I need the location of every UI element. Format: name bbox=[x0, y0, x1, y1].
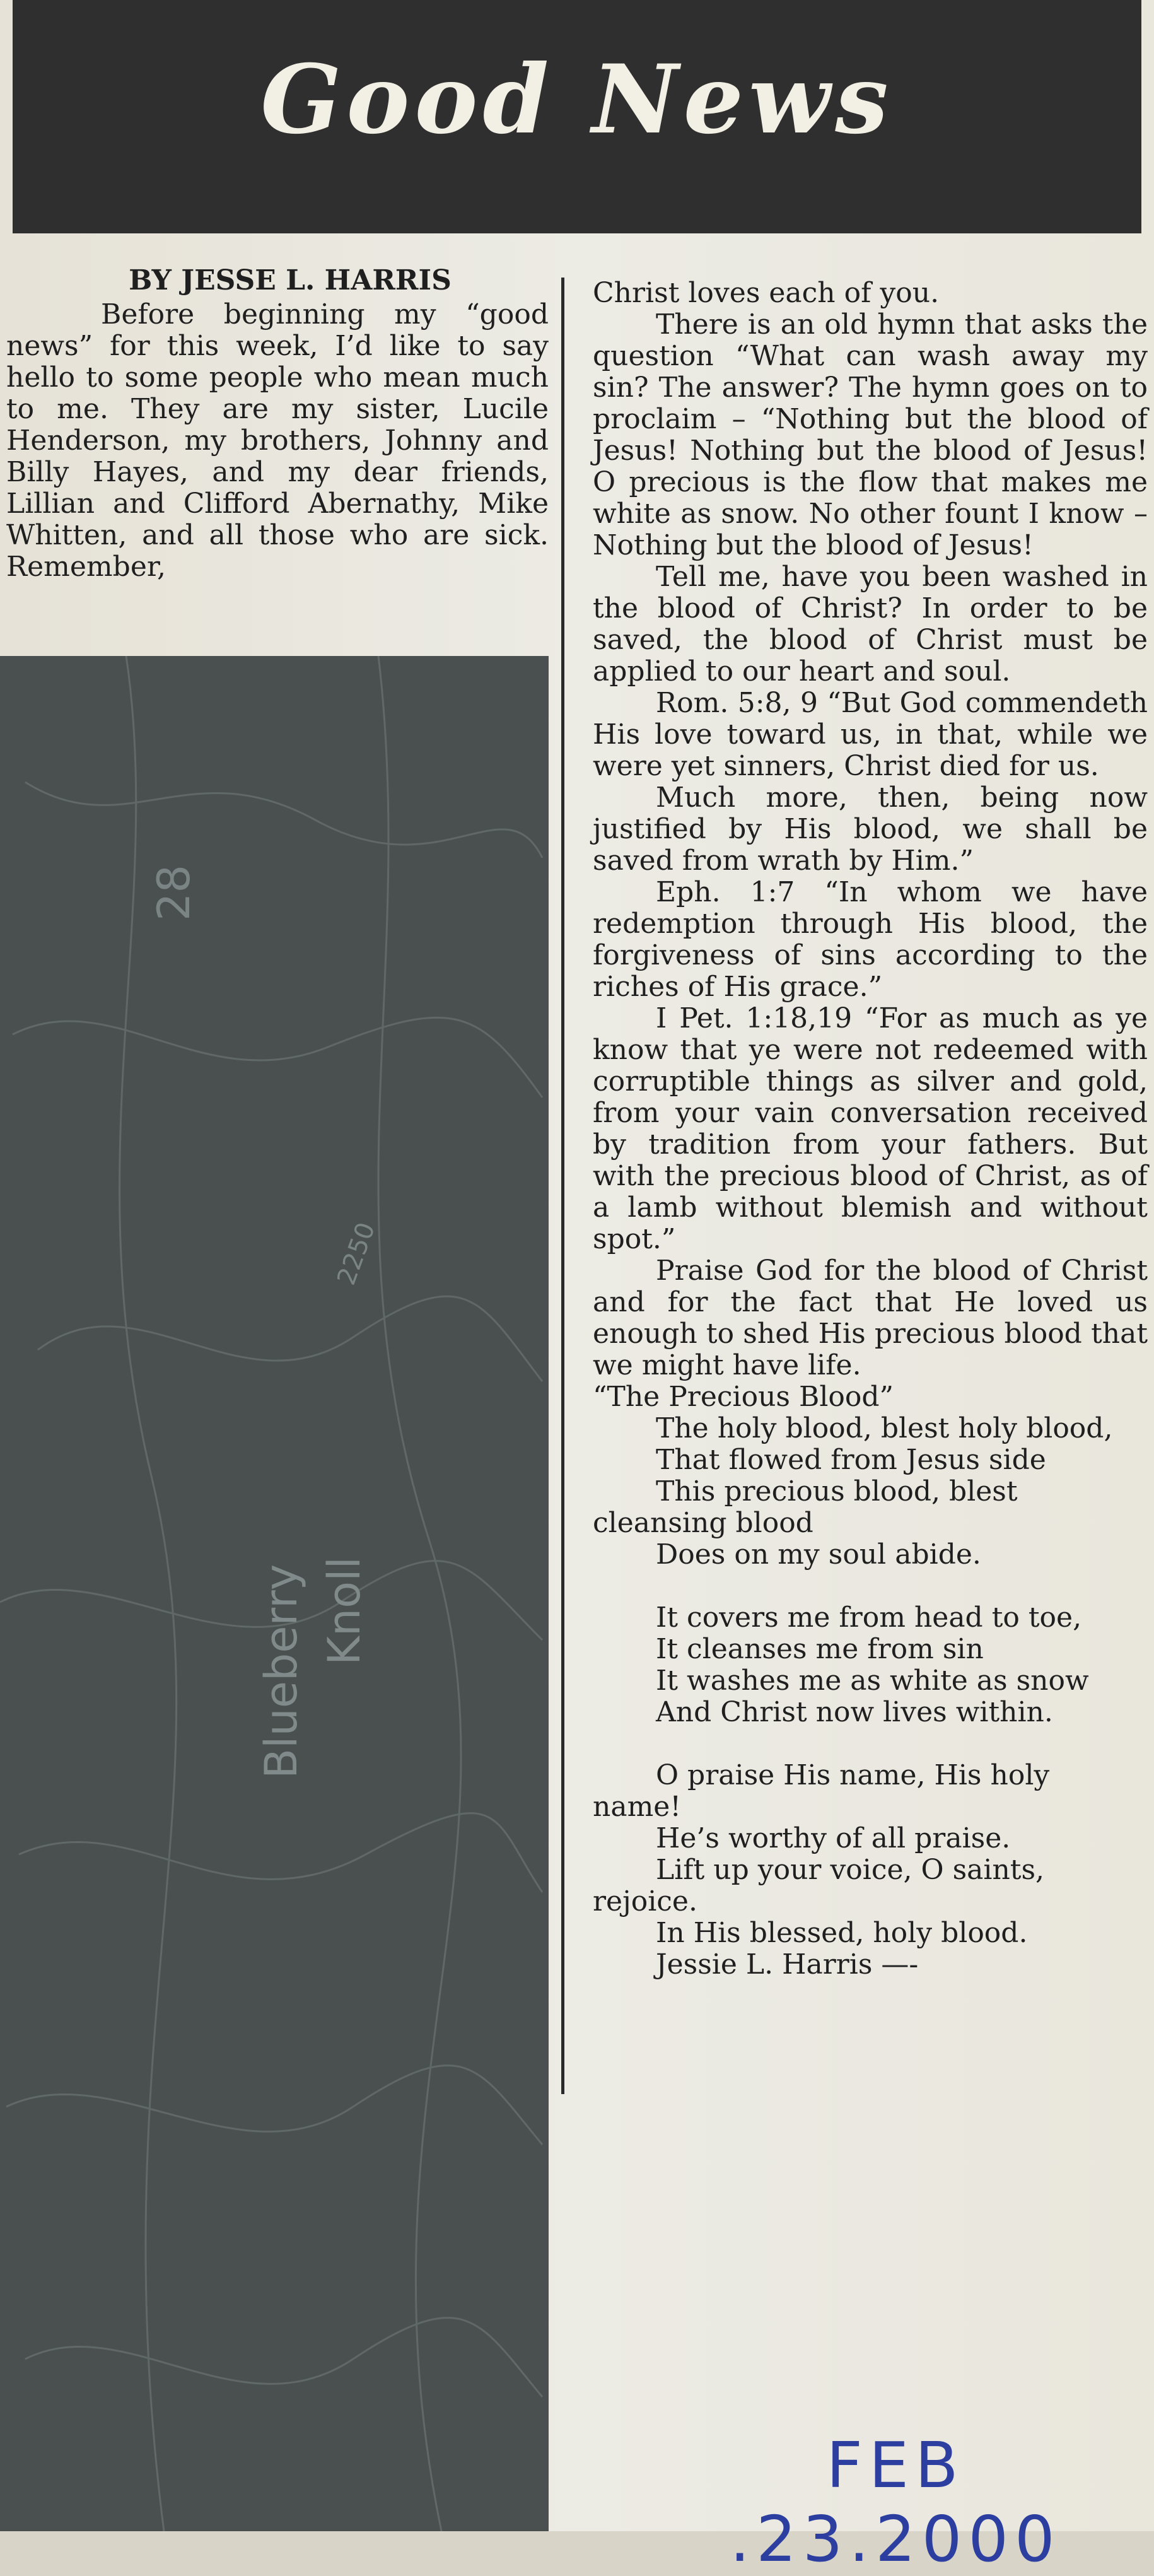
map-backing-paper bbox=[0, 656, 549, 2531]
handwritten-date: FEB .23.2000 bbox=[730, 2428, 1061, 2576]
poem-line: Lift up your voice, O saints, bbox=[656, 1854, 1045, 1886]
right-paragraph-7: I Pet. 1:18,19 “For as much as ye know that ye were not redeemed with corruptible things as silver and gold, from your vain conversation received by tradition from your fathers. But with the precious blood of Christ, as of a lamb without blemish and without spot.” bbox=[593, 1002, 1148, 1255]
poem bbox=[593, 1381, 1148, 1981]
poem-line: In His blessed, holy blood. bbox=[656, 1917, 1028, 1949]
poem-line: It cleanses me from sin bbox=[656, 1633, 984, 1665]
poem-line: O praise His name, His holy bbox=[656, 1759, 1050, 1791]
poem-line: This precious blood, blest bbox=[656, 1475, 1018, 1508]
right-paragraph-1: Christ loves each of you. bbox=[593, 277, 940, 309]
right-paragraph-4: Rom. 5:8, 9 “But God commendeth His love toward us, in that, while we were yet sinners, Christ died for us. bbox=[593, 687, 1148, 782]
stanza-gap bbox=[593, 1571, 1148, 1602]
masthead-banner bbox=[13, 0, 1141, 233]
poem-line: It washes me as white as snow bbox=[656, 1665, 1089, 1697]
map-name-label-1: Blueberry bbox=[255, 1564, 307, 1779]
right-column bbox=[593, 278, 1148, 1981]
right-paragraph-8: Praise God for the blood of Christ and for the fact that He loved us enough to shed His precious blood that we might have life. bbox=[593, 1255, 1148, 1381]
poem-line: rejoice. bbox=[593, 1885, 697, 1917]
right-paragraph-3: Tell me, have you been washed in the blood of Christ? In order to be saved, the blood of Christ must be applied to our heart and soul. bbox=[593, 561, 1148, 688]
map-name-label-2: Knoll bbox=[318, 1557, 370, 1665]
poem-line: name! bbox=[593, 1791, 682, 1823]
signature-line: Jessie L. Harris —- bbox=[656, 1948, 919, 1981]
poem-line: The holy blood, blest holy blood, bbox=[656, 1412, 1113, 1444]
poem-line: cleansing blood bbox=[593, 1507, 813, 1539]
right-paragraph-6: Eph. 1:7 “In whom we have redemption through His blood, the forgiveness of sins according to the riches of His grace.” bbox=[593, 876, 1148, 1003]
poem-line: And Christ now lives within. bbox=[656, 1696, 1053, 1728]
map-elevation-label: 2250 bbox=[332, 1219, 382, 1289]
map-number-label: 28 bbox=[148, 864, 200, 921]
right-paragraph-5: Much more, then, being now justified by His blood, we shall be saved from wrath by Him.” bbox=[593, 782, 1148, 877]
poem-title: “The Precious Blood” bbox=[593, 1381, 894, 1413]
topographic-map bbox=[0, 656, 549, 2531]
poem-line: It covers me from head to toe, bbox=[656, 1601, 1082, 1634]
stanza-gap bbox=[593, 1728, 1148, 1760]
column-rule bbox=[561, 278, 564, 2094]
byline: BY JESSE L. HARRIS bbox=[129, 264, 452, 296]
right-paragraph-2: There is an old hymn that asks the question “What can wash away my sin? The answer? The hymn goes on to proclaim – “Nothing but the blood of Jesus! Nothing but the blood of Jesus! O precious is the flow that makes me white as snow. No other fount I know – Nothing but the blood of Jesus! bbox=[593, 308, 1148, 561]
poem-line: That flowed from Jesus side bbox=[656, 1444, 1046, 1476]
poem-line: He’s worthy of all praise. bbox=[656, 1822, 1011, 1854]
left-column bbox=[6, 265, 549, 583]
masthead-title: Good News bbox=[260, 44, 894, 155]
left-column-paragraph: Before beginning my “good news” for this week, I’d like to say hello to some people who mean much to me. They are my sister, Lucile Henderson, my brothers, Johnny and Billy Hayes, and my dear friends, Lillian and Clifford Abernathy, Mike Whitten, and all those who are sick. Remember, bbox=[6, 298, 549, 583]
poem-line: Does on my soul abide. bbox=[656, 1538, 981, 1571]
